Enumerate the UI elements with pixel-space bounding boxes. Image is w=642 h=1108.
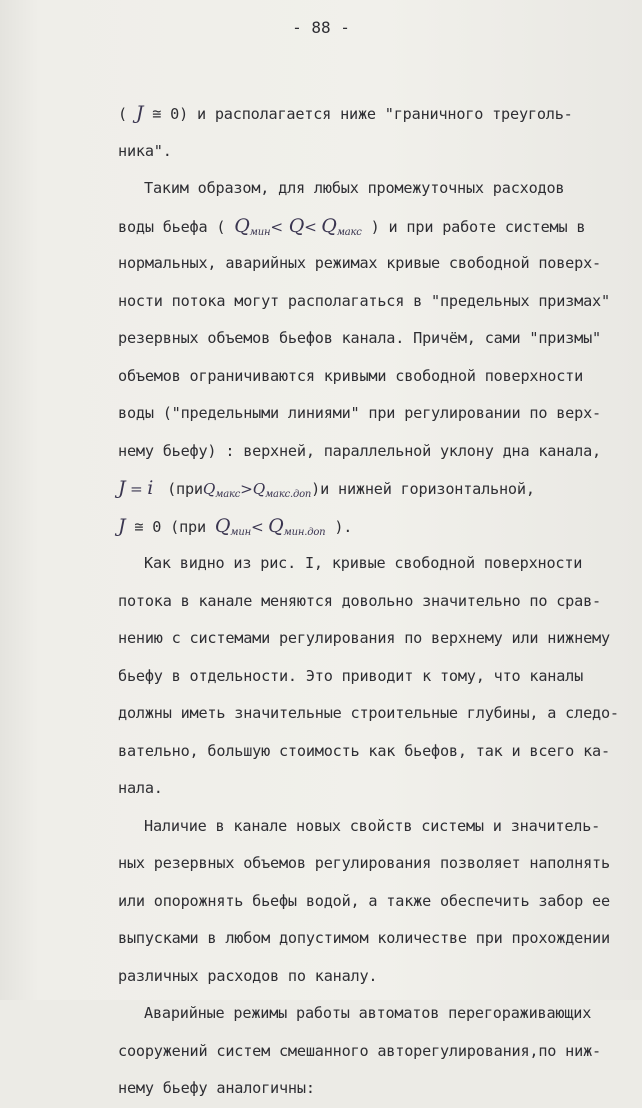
text-run: нему бьефу аналогичны: — [118, 1079, 315, 1097]
text-line — [118, 433, 638, 471]
handwritten-formula: J — [135, 102, 144, 124]
text-run: ности потока могут располагаться в "предельных призмах" — [118, 291, 610, 310]
handwritten-formula: мин — [249, 226, 271, 238]
handwritten-formula: < — [250, 517, 269, 536]
text-run: ника". — [118, 141, 172, 160]
text-run: сооружений систем смешанного авторегулирования,по ниж- — [118, 1041, 601, 1060]
handwritten-formula: J — [118, 477, 126, 499]
text-line — [118, 770, 638, 808]
text-run: объемов ограничиваются кривыми свободной поверхности — [118, 366, 584, 385]
handwritten-formula: J — [118, 514, 126, 537]
text-run: различных расходов по каналу. — [118, 966, 378, 985]
text-run: выпусками в любом допустимом количестве при прохождении — [118, 929, 610, 947]
text-line — [118, 245, 638, 283]
handwritten-formula: > — [240, 480, 253, 498]
text-run: или опорожнять бьефы водой, а также обеспечить забор ее — [118, 891, 610, 910]
handwritten-formula: мин — [230, 526, 251, 538]
text-run: ных резервных объемов регулирования позволяет наполнять — [118, 854, 610, 872]
handwritten-formula: Q — [282, 214, 305, 237]
text-line — [118, 208, 638, 246]
text-line — [118, 845, 638, 883]
text-run: бьефу в отдельности. Это приводит к тому, что каналы — [118, 666, 584, 685]
text-run: )и нижней горизонтальной, — [311, 480, 535, 498]
handwritten-formula: макс — [215, 489, 241, 500]
text-run: Таким образом, для любых промежуточных расходов — [144, 179, 565, 197]
text-run: должны иметь значительные строительные глубины, а следо- — [118, 704, 619, 722]
text-line — [118, 508, 638, 546]
text-run: воды бьефа ( — [118, 217, 235, 236]
handwritten-formula: макс.доп — [264, 489, 312, 500]
text-run: Аварийные режимы работы автоматов перегораживающих — [144, 1004, 592, 1022]
text-line — [118, 733, 638, 771]
text-run: резервных объемов бьефов канала. Причём, сами "призмы" — [118, 329, 601, 347]
text-line — [118, 170, 638, 208]
handwritten-formula: Q — [202, 480, 216, 498]
text-line — [118, 283, 638, 321]
text-line — [118, 958, 638, 996]
handwritten-formula: макс — [336, 226, 362, 238]
text-line — [118, 583, 638, 621]
handwritten-formula: мин.доп — [283, 526, 326, 538]
handwritten-formula: < — [304, 217, 322, 236]
text-run: Наличие в канале новых свойств системы и значитель- — [144, 816, 601, 835]
handwritten-formula: < — [270, 217, 283, 236]
text-run: вательно, большую стоимость как бьефов, так и всего ка- — [118, 741, 610, 760]
text-run: ≅ 0) и располагается ниже "граничного треуголь- — [143, 105, 573, 123]
text-line — [118, 620, 638, 658]
text-line — [118, 470, 638, 508]
text-run: ≅ 0 (при — [125, 517, 215, 536]
text-line — [118, 395, 638, 433]
text-run: потока в канале меняются довольно значительно по срав- — [118, 591, 601, 610]
text-run: нала. — [118, 779, 163, 797]
text-line — [118, 695, 638, 733]
text-run: нему бьефу) : верхней, параллельной уклону дна канала, — [118, 441, 601, 460]
text-line — [118, 320, 638, 358]
text-line — [118, 1070, 638, 1108]
text-run: воды ("предельными линиями" при регулировании по верх- — [118, 404, 601, 422]
text-run: ). — [325, 517, 353, 536]
text-run: (при — [167, 480, 203, 498]
handwritten-formula: Q — [268, 514, 284, 537]
body-text — [118, 95, 638, 1108]
text-run: нормальных, аварийных режимах кривые свободной поверх- — [118, 254, 601, 272]
text-run: ( — [118, 105, 136, 123]
handwritten-formula: i — [147, 477, 154, 499]
handwritten-formula: = — [125, 480, 148, 498]
text-line — [118, 95, 638, 133]
page-number: - 88 - — [292, 18, 350, 37]
text-line — [118, 545, 638, 583]
text-line — [118, 358, 638, 396]
text-line — [118, 658, 638, 696]
handwritten-formula: Q — [321, 214, 337, 237]
text-line — [118, 920, 638, 958]
handwritten-formula: Q — [234, 214, 250, 237]
text-run: ) и при работе системы в — [361, 217, 586, 236]
text-run: нению с системами регулирования по верхнему или нижнему — [118, 629, 610, 647]
text-line — [118, 1033, 638, 1071]
handwritten-formula: Q — [214, 514, 231, 537]
handwritten-formula: Q — [252, 480, 265, 498]
text-line — [118, 808, 638, 846]
text-line — [118, 133, 638, 171]
text-run: Как видно из рис. I, кривые свободной поверхности — [144, 554, 583, 572]
text-line — [118, 883, 638, 921]
text-line — [118, 995, 638, 1033]
